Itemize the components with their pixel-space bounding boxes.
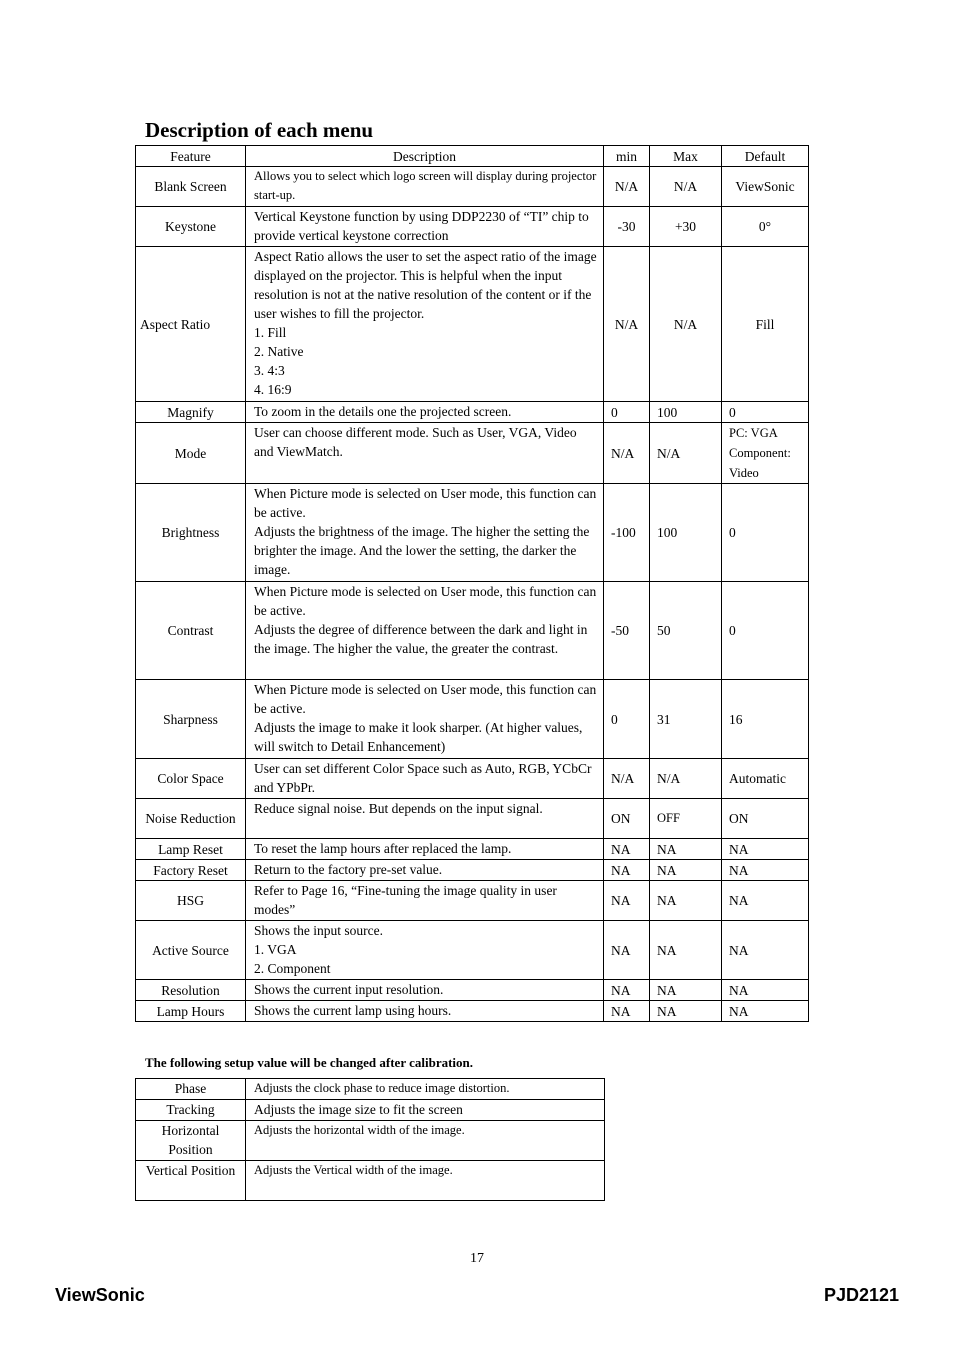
min-cell: N/A — [604, 423, 650, 484]
table-row — [136, 207, 809, 247]
description-cell: Return to the factory pre-set value. — [246, 860, 604, 881]
feature-cell: Brightness — [136, 484, 246, 582]
max-cell: NA — [650, 839, 722, 860]
description-cell: Refer to Page 16, “Fine-tuning the image quality in user modes” — [246, 881, 604, 921]
feature-cell: Phase — [136, 1079, 246, 1100]
table-row — [136, 759, 809, 799]
header-max: Max — [650, 146, 722, 167]
feature-cell: Resolution — [136, 980, 246, 1001]
feature-cell: Contrast — [136, 582, 246, 680]
description-cell: Vertical Keystone function by using DDP2230 of “TI” chip to provide vertical keystone correction — [246, 207, 604, 247]
default-cell: 0° — [722, 207, 809, 247]
header-min: min — [604, 146, 650, 167]
feature-cell: Sharpness — [136, 680, 246, 759]
footer-model: PJD2121 — [823, 1285, 899, 1305]
table-row — [136, 980, 809, 1001]
max-cell: N/A — [650, 247, 722, 402]
table-row — [136, 402, 809, 423]
header-feature: Feature — [136, 146, 246, 167]
description-cell: When Picture mode is selected on User mode, this function can be active. Adjusts the degree of difference between the dark and light in the image. The higher the value, the greater the contrast. — [246, 582, 604, 680]
description-cell: When Picture mode is selected on User mode, this function can be active. Adjusts the brightness of the image. The higher the setting the brighter the image. And the lower the setting, the darker the image. — [246, 484, 604, 582]
min-cell: -30 — [604, 207, 650, 247]
description-cell: Shows the current lamp using hours. — [246, 1001, 604, 1022]
min-cell: NA — [604, 1001, 650, 1022]
default-cell: NA — [722, 921, 809, 980]
default-cell: 0 — [722, 582, 809, 680]
feature-cell: Tracking — [136, 1100, 246, 1121]
description-cell: To reset the lamp hours after replaced the lamp. — [246, 839, 604, 860]
page-title: Description of each menu — [145, 118, 374, 142]
max-cell: NA — [650, 980, 722, 1001]
feature-cell: HSG — [136, 881, 246, 921]
description-cell: To zoom in the details one the projected screen. — [246, 402, 604, 423]
table-row — [136, 1121, 605, 1161]
feature-cell: Keystone — [136, 207, 246, 247]
max-cell: N/A — [650, 423, 722, 484]
page-number: 17 — [470, 1251, 484, 1266]
min-cell: -50 — [604, 582, 650, 680]
feature-cell: Magnify — [136, 402, 246, 423]
default-cell: NA — [722, 860, 809, 881]
min-cell: 0 — [604, 680, 650, 759]
max-cell: NA — [650, 881, 722, 921]
feature-cell: Lamp Hours — [136, 1001, 246, 1022]
max-cell: 31 — [650, 680, 722, 759]
default-cell: ON — [722, 799, 809, 839]
description-cell: User can choose different mode. Such as User, VGA, Video and ViewMatch. — [246, 423, 604, 484]
feature-cell: Horizontal Position — [136, 1121, 246, 1161]
feature-cell: Mode — [136, 423, 246, 484]
feature-cell: Vertical Position — [136, 1161, 246, 1201]
menu-description-table — [135, 145, 809, 1022]
table-row — [136, 860, 809, 881]
max-cell: +30 — [650, 207, 722, 247]
default-cell: Fill — [722, 247, 809, 402]
max-cell: 100 — [650, 402, 722, 423]
feature-cell: Blank Screen — [136, 167, 246, 207]
min-cell: N/A — [604, 167, 650, 207]
default-cell: 0 — [722, 484, 809, 582]
description-cell: Allows you to select which logo screen will display during projector start-up. — [246, 167, 604, 207]
min-cell: ON — [604, 799, 650, 839]
min-cell: N/A — [604, 247, 650, 402]
description-cell: Adjusts the image size to fit the screen — [246, 1100, 605, 1121]
default-cell: NA — [722, 980, 809, 1001]
table-row — [136, 680, 809, 759]
default-cell: NA — [722, 1001, 809, 1022]
table-row — [136, 1100, 605, 1121]
table-row — [136, 1001, 809, 1022]
feature-cell: Lamp Reset — [136, 839, 246, 860]
calibration-note: The following setup value will be changed after calibration. — [145, 1055, 474, 1070]
description-cell: Adjusts the Vertical width of the image. — [246, 1161, 605, 1201]
table-row — [136, 167, 809, 207]
default-cell: 0 — [722, 402, 809, 423]
feature-cell: Noise Reduction — [136, 799, 246, 839]
min-cell: 0 — [604, 402, 650, 423]
min-cell: NA — [604, 881, 650, 921]
default-cell: NA — [722, 839, 809, 860]
feature-cell: Factory Reset — [136, 860, 246, 881]
table-row — [136, 881, 809, 921]
description-cell: Adjusts the clock phase to reduce image distortion. — [246, 1079, 605, 1100]
max-cell: 50 — [650, 582, 722, 680]
table-row — [136, 484, 809, 582]
table-row — [136, 839, 809, 860]
max-cell: OFF — [650, 799, 722, 839]
description-cell: Shows the input source. 1. VGA 2. Component — [246, 921, 604, 980]
table-row — [136, 247, 809, 402]
description-cell: User can set different Color Space such as Auto, RGB, YCbCr and YPbPr. — [246, 759, 604, 799]
min-cell: N/A — [604, 759, 650, 799]
table-row — [136, 1161, 605, 1201]
header-default: Default — [722, 146, 809, 167]
max-cell: NA — [650, 921, 722, 980]
min-cell: NA — [604, 980, 650, 1001]
table-row — [136, 423, 809, 484]
table-row — [136, 799, 809, 839]
table-row — [136, 1079, 605, 1100]
default-cell: PC: VGA Component: Video — [722, 423, 809, 484]
min-cell: -100 — [604, 484, 650, 582]
min-cell: NA — [604, 839, 650, 860]
max-cell: NA — [650, 1001, 722, 1022]
feature-cell: Aspect Ratio — [136, 247, 246, 402]
table-row — [136, 921, 809, 980]
table-row — [136, 582, 809, 680]
min-cell: NA — [604, 921, 650, 980]
default-cell: Automatic — [722, 759, 809, 799]
description-cell: Shows the current input resolution. — [246, 980, 604, 1001]
description-cell: Adjusts the horizontal width of the image. — [246, 1121, 605, 1161]
footer-brand: ViewSonic — [55, 1285, 145, 1305]
feature-cell: Active Source — [136, 921, 246, 980]
max-cell: 100 — [650, 484, 722, 582]
feature-cell: Color Space — [136, 759, 246, 799]
min-cell: NA — [604, 860, 650, 881]
default-cell: ViewSonic — [722, 167, 809, 207]
max-cell: NA — [650, 860, 722, 881]
header-description: Description — [246, 146, 604, 167]
default-cell: 16 — [722, 680, 809, 759]
description-cell: Reduce signal noise. But depends on the input signal. — [246, 799, 604, 839]
calibration-table — [135, 1078, 605, 1201]
description-cell: When Picture mode is selected on User mode, this function can be active. Adjusts the image to make it look sharper. (At higher values, will switch to Detail Enhancement) — [246, 680, 604, 759]
default-cell: NA — [722, 881, 809, 921]
max-cell: N/A — [650, 167, 722, 207]
max-cell: N/A — [650, 759, 722, 799]
description-cell: Aspect Ratio allows the user to set the aspect ratio of the image displayed on the projector. This is helpful when the input resolution is not at the native resolution of the content or if the user wishes to fill the projector. 1. Fill 2. Native 3. 4:3 4. 16:9 — [246, 247, 604, 402]
table-header-row — [136, 146, 809, 167]
